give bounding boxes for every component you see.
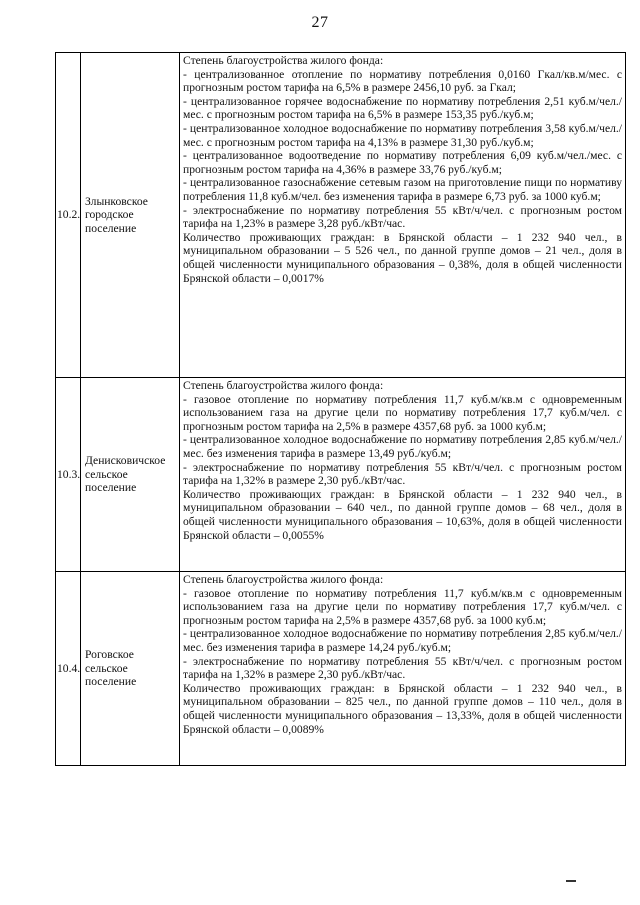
scan-mark [566,880,576,882]
description-line: Степень благоустройства жилого фонда: [183,54,384,67]
description-line: - централизованное отопление по нормативу потребления 0,0160 Гкал/кв.м/мес. с прогнозным ростом тарифа на 6,5% в размере 2456,10 руб. за Гкал; [183,67,622,95]
settlement-name: Злынковское городское поселение [81,53,180,378]
row-number: 10.3. [56,378,81,572]
table-row [56,53,626,378]
description-line: Степень благоустройства жилого фонда: [183,379,384,392]
description-line: - централизованное холодное водоснабжение по нормативу потребления 2,85 куб.м/чел./мес. без изменения тарифа в размере 14,24 руб./куб.м; [183,627,622,654]
description-line: - электроснабжение по нормативу потребления 55 кВт/ч/чел. с прогнозным ростом тарифа на 1,32% в размере 2,30 руб./кВт/час. [183,654,622,682]
description-line: - централизованное горячее водоснабжение по нормативу потребления 2,51 куб.м/чел./мес. с прогнозным ростом тарифа на 6,5% в размере 153,35 руб./куб.м; [183,94,622,122]
row-number: 10.4. [56,572,81,766]
table-row [56,378,626,572]
description-line: Количество проживающих граждан: в Брянской области – 1 232 940 чел., в муниципальном образовании – 5 526 чел., по данной группе домов – 21 чел., доля в общей численности муниципального образования – 0,38%, доля в общей численности Брянской области – 0,0017% [183,230,622,285]
description-line: - электроснабжение по нормативу потребления 55 кВт/ч/чел. с прогнозным ростом тарифа на 1,32% в размере 2,30 руб./кВт/час. [183,460,622,488]
description-line: - газовое отопление по нормативу потребления 11,7 куб.м/кв.м с одновременным использованием газа на другие цели по нормативу потребления 17,7 куб.м/чел. с прогнозным ростом тарифа на 2,5% в размере 4357,68 руб. за 1000 куб.м; [183,392,622,433]
description-line: - централизованное газоснабжение сетевым газом на приготовление пищи по нормативу потребления 11,8 куб.м/чел. без изменения тарифа в размере 6,73 руб. за 1000 куб.м; [183,176,622,203]
description-line: - централизованное холодное водоснабжение по нормативу потребления 2,85 куб.м/чел./мес. без изменения тарифа в размере 13,49 руб./куб.м; [183,433,622,460]
settlement-name: Роговское сельское поселение [81,572,180,766]
description-line: - электроснабжение по нормативу потребления 55 кВт/ч/чел. с прогнозным ростом тарифа на 1,23% в размере 3,28 руб./кВт/час. [183,203,622,231]
description-line: - газовое отопление по нормативу потребления 11,7 куб.м/кв.м с одновременным использованием газа на другие цели по нормативу потребления 17,7 куб.м/чел. с прогнозным ростом тарифа на 2,5% в размере 4357,68 руб. за 1000 куб.м; [183,586,622,627]
description-line: Степень благоустройства жилого фонда: [183,573,384,586]
settlement-description [180,378,626,572]
row-number: 10.2. [56,53,81,378]
table-row [56,572,626,766]
settlements-table [55,52,626,766]
description-line: - централизованное холодное водоснабжение по нормативу потребления 3,58 куб.м/чел./мес. с прогнозным ростом тарифа на 4,13% в размере 31,30 руб./куб.м; [183,121,622,149]
settlement-description [180,572,626,766]
page-number: 27 [311,14,329,31]
description-line: - централизованное водоотведение по нормативу потребления 6,09 куб.м/чел./мес. с прогнозным ростом тарифа на 4,36% в размере 33,76 руб./куб.м; [183,149,622,176]
description-line: Количество проживающих граждан: в Брянской области – 1 232 940 чел., в муниципальном образовании – 825 чел., по данной группе домов – 110 чел., доля в общей численности муниципального образования – 13,33%, доля в общей численности Брянской области – 0,0089% [183,681,622,736]
description-line: Количество проживающих граждан: в Брянской области – 1 232 940 чел., в муниципальном образовании – 640 чел., по данной группе домов – 68 чел., доля в общей численности муниципального образования – 10,63%, доля в общей численности Брянской области – 0,0055% [183,487,622,542]
settlement-name: Денисковичское сельское поселение [81,378,180,572]
settlement-description [180,53,626,378]
